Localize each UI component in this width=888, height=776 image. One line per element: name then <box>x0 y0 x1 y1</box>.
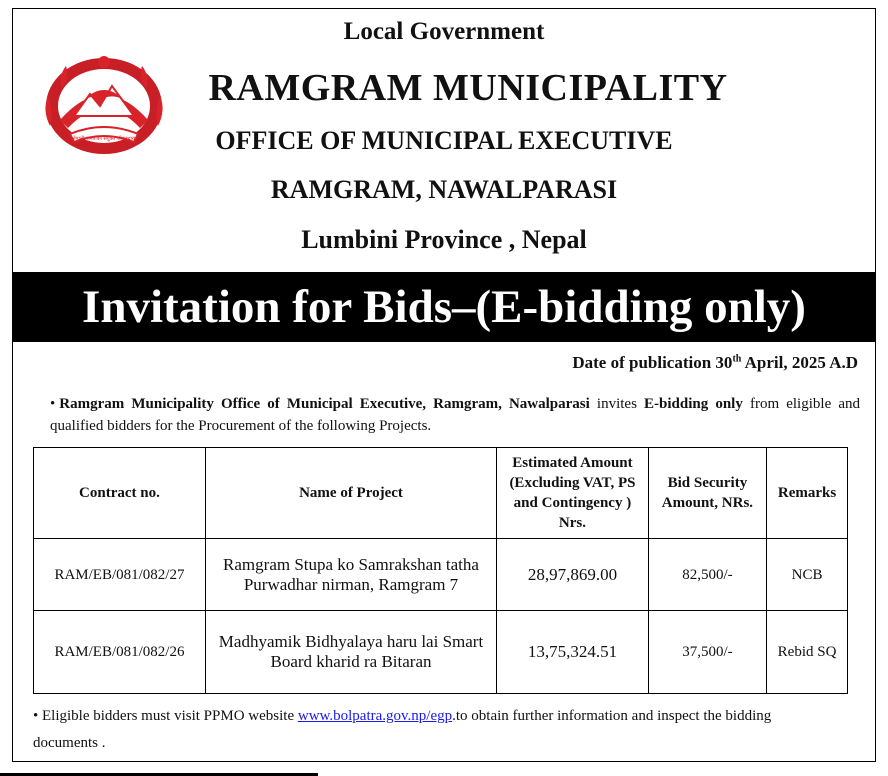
banner-title: Invitation for Bids–(E-bidding only) <box>82 281 806 333</box>
header-contract: Contract no. <box>34 448 206 539</box>
intro-text1: invites <box>589 396 645 412</box>
publication-date-prefix: Date of publication 30 <box>572 353 733 372</box>
footer-text1: Eligible bidders must visit PPMO website <box>38 708 298 724</box>
local-government-heading: Local Government <box>343 18 545 45</box>
location-title: RAMGRAM, NAWALPARASI <box>270 175 618 204</box>
cell-project: Madhyamik Bidhyalaya haru lai Smart Board kharid ra Bitaran <box>205 611 496 694</box>
header-security: Bid Security Amount, NRs. <box>648 448 766 539</box>
cell-amount: 28,97,869.00 <box>497 539 649 611</box>
invitation-banner <box>13 272 875 342</box>
cell-remarks: NCB <box>767 539 848 611</box>
bids-table <box>33 447 848 694</box>
header-amount: Estimated Amount (Excluding VAT, PS and Contingency ) Nrs. <box>497 448 649 539</box>
intro-paragraph <box>50 393 860 437</box>
cell-remarks: Rebid SQ <box>767 611 848 694</box>
cell-amount: 13,75,324.51 <box>497 611 649 694</box>
office-title: OFFICE OF MUNICIPAL EXECUTIVE <box>215 126 673 155</box>
footer-text2: .to obtain further information and inspect the bidding documents . <box>33 708 772 751</box>
bolpatra-link[interactable]: www.bolpatra.gov.np/egp <box>297 708 453 724</box>
bullet-icon: • <box>33 708 39 724</box>
footer-note <box>33 703 823 757</box>
table-row <box>34 539 848 611</box>
intro-text2: from eligible and qualified bidders for the Procurement of the following Projects. <box>50 396 860 434</box>
cell-security: 37,500/- <box>648 611 766 694</box>
intro-org: Ramgram Municipality Office of Municipal Executive, Ramgram, Nawalparasi <box>59 396 590 412</box>
table-header-row <box>34 448 848 539</box>
header-remarks: Remarks <box>767 448 848 539</box>
municipality-title: RAMGRAM MUNICIPALITY <box>208 67 728 109</box>
publication-date-ordinal: th <box>732 353 742 365</box>
publication-date-rest: April, 2025 A.D <box>741 353 858 372</box>
cell-contract: RAM/EB/081/082/27 <box>34 539 206 611</box>
cell-security: 82,500/- <box>648 539 766 611</box>
emblem-motto: नेपाली जनताको संयुक्त जीवनधारा <box>72 136 136 142</box>
publication-date <box>572 353 858 373</box>
cell-contract: RAM/EB/081/082/26 <box>34 611 206 694</box>
province-title: Lumbini Province , Nepal <box>301 225 587 254</box>
cell-project: Ramgram Stupa ko Samrakshan tatha Purwadhar nirman, Ramgram 7 <box>205 539 496 611</box>
intro-emph: E-bidding only <box>644 396 743 412</box>
table-row <box>34 611 848 694</box>
bullet-icon: • <box>50 396 56 412</box>
header-project: Name of Project <box>205 448 496 539</box>
